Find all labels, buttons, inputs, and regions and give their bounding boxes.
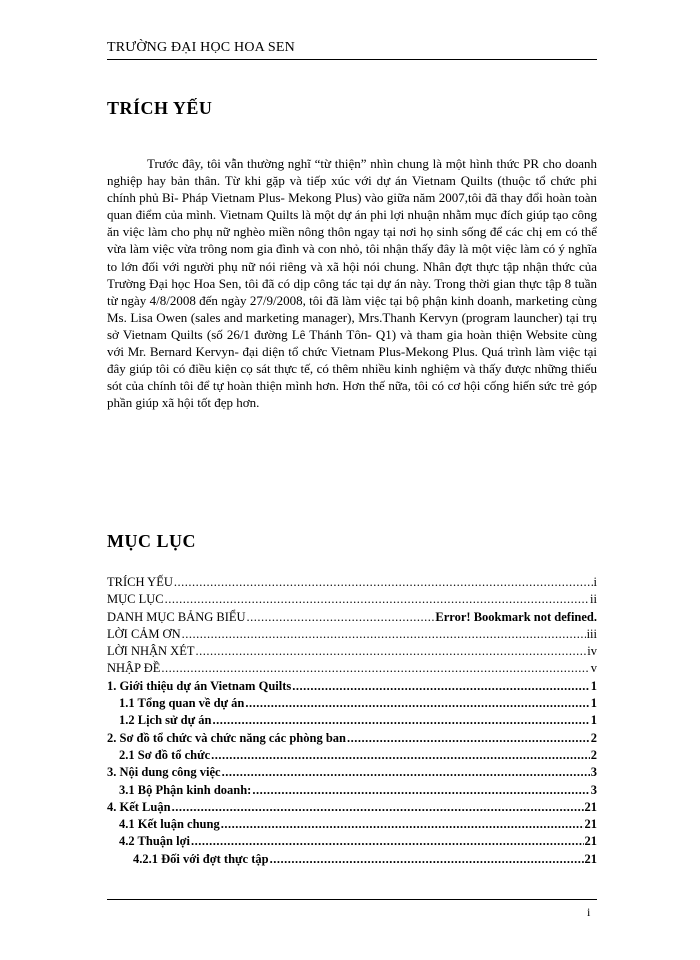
toc-entry-section-4-1[interactable] xyxy=(107,816,597,833)
toc-entry-page: 3 xyxy=(590,782,597,797)
toc-entry-label: TRÍCH YẾU xyxy=(107,575,173,589)
toc-entry-page: iii xyxy=(586,626,597,641)
toc-entry-section-1-2[interactable] xyxy=(107,712,597,729)
header-rule xyxy=(107,59,597,60)
toc-entry-section-3-1[interactable] xyxy=(107,782,597,799)
toc-entry-section-2[interactable] xyxy=(107,730,597,747)
toc-entry-label: 2. Sơ đồ tổ chức và chức năng các phòng ban xyxy=(107,730,346,745)
toc-entry-label: NHẬP ĐỀ xyxy=(107,661,161,676)
toc-entry-acknowledgements[interactable] xyxy=(107,626,597,643)
toc-entry-label: 4. Kết Luận xyxy=(107,799,171,814)
toc-entry-label: 4.2.1 Đối với đợt thực tập xyxy=(133,851,269,866)
toc-entry-page: 1 xyxy=(590,696,597,711)
toc-entry-page: 2 xyxy=(590,747,597,762)
toc-entry-abstract[interactable] xyxy=(107,574,597,591)
toc-entry-label: 3.1 Bộ Phận kinh doanh: xyxy=(119,782,252,797)
toc-entry-label: 1.1 Tổng quan về dự án xyxy=(119,696,245,711)
toc-entry-label: 1. Giới thiệu dự án Vietnam Quilts xyxy=(107,678,292,693)
toc-entry-page: 21 xyxy=(584,799,597,814)
toc-entry-label: MỤC LỤC xyxy=(107,592,164,607)
toc-entry-label: 2.1 Sơ đồ tổ chức xyxy=(119,747,211,762)
toc-entry-page: v xyxy=(590,661,597,676)
toc-entry-section-2-1[interactable] xyxy=(107,747,597,764)
toc-entry-page: 3 xyxy=(590,765,597,780)
toc-entry-page: 1 xyxy=(590,713,597,728)
toc-heading: MỤC LỤC xyxy=(107,531,196,551)
abstract-heading: TRÍCH YẾU xyxy=(107,98,213,118)
toc-entry-page-error: Error! Bookmark not defined. xyxy=(435,609,597,624)
toc-entry-page: 2 xyxy=(590,730,597,745)
toc-entry-label: 3. Nội dung công việc xyxy=(107,765,221,780)
toc-entry-label: LỜI NHẬN XÉT xyxy=(107,644,195,659)
toc-entry-page: 1 xyxy=(590,678,597,693)
toc-entry-introduction[interactable] xyxy=(107,660,597,677)
toc-entry-label: 1.2 Lịch sử dự án xyxy=(119,713,212,728)
abstract-paragraph: Trước đây, tôi vẫn thường nghĩ “từ thiện” nhìn chung là một hình thức PR cho doanh nghiệp hay bản thân. Từ khi gặp và tiếp xúc với dự án Vietnam Quilts (thuộc tổ chức phi chính phủ Bỉ- Pháp Vietnam Plus- Mekong Plus) vào giữa năm 2007,tôi đã thay đổi hoàn toàn quan điểm của mình. Vietnam Quilts là một dự án phi lợi nhuận nhằm mục đích giúp tạo công ăn việc làm cho phụ nữ nghèo miền nông thôn ngay tại nơi họ sinh sống để các chị em có thể vừa làm việc vừa trông nom gia đình và con nhỏ, tôi nhận thấy đây là một việc làm có ý nghĩa to lớn đối với người phụ nữ nói riêng và xã hội nói chung. Nhân đợt thực tập nhận thức của Trường Đại học Hoa Sen, tôi đã có dịp công tác tại dự án này. Trong thời gian thực tập 8 tuần từ ngày 4/8/2008 đến ngày 27/9/2008, tôi đã làm việc tại bộ phận kinh doanh, marketing cùng Ms. Lisa Owen (sales and marketing manager), Mrs.Thanh Kervyn (program launcher) tại trụ sở Vietnam Quilts (số 26/1 đường Lê Thánh Tôn- Q1) và tham gia hoàn thiện Website cùng với Mr. Bernard Kervyn- đại diện tổ chức Vietnam Plus-Mekong Plus. Quá trình làm việc tại đây giúp tôi có điều kiện cọ sát thực tế, có thêm nhiều kinh nghiệm và thấy được những thiếu sót của chính tôi để tự hoàn thiện mình hơn. Hơn thế nữa, tôi có cơ hội cống hiến sức trẻ góp phần giúp xã hội tốt đẹp hơn. xyxy=(107,156,597,411)
toc-entry-remarks[interactable] xyxy=(107,643,597,660)
toc-entry-section-1[interactable] xyxy=(107,678,597,695)
toc-entry-label: 4.2 Thuận lợi xyxy=(119,834,190,849)
toc-entry-list-of-tables[interactable] xyxy=(107,609,597,626)
footer-rule xyxy=(107,899,597,900)
toc-entry-page: 21 xyxy=(584,851,597,866)
toc-entry-label: 4.1 Kết luận chung xyxy=(119,817,220,832)
toc-entry-section-1-1[interactable] xyxy=(107,695,597,712)
running-header: TRƯỜNG ĐẠI HỌC HOA SEN xyxy=(107,40,295,55)
toc-entry-page: i xyxy=(593,575,597,589)
toc-entry-label: DANH MỤC BẢNG BIỂU xyxy=(107,609,246,624)
toc-entry-page: iv xyxy=(587,644,597,659)
table-of-contents xyxy=(107,574,597,868)
toc-entry-contents[interactable] xyxy=(107,591,597,608)
toc-entry-page: 21 xyxy=(584,817,597,832)
toc-entry-section-4-2[interactable] xyxy=(107,833,597,850)
toc-entry-page: 21 xyxy=(584,834,597,849)
toc-entry-label: LỜI CẢM ƠN xyxy=(107,626,181,641)
toc-entry-section-4-2-1[interactable] xyxy=(107,851,597,868)
toc-entry-page: ii xyxy=(590,592,597,607)
toc-entry-section-3[interactable] xyxy=(107,764,597,781)
toc-entry-section-4[interactable] xyxy=(107,799,597,816)
page-number: i xyxy=(587,905,591,919)
